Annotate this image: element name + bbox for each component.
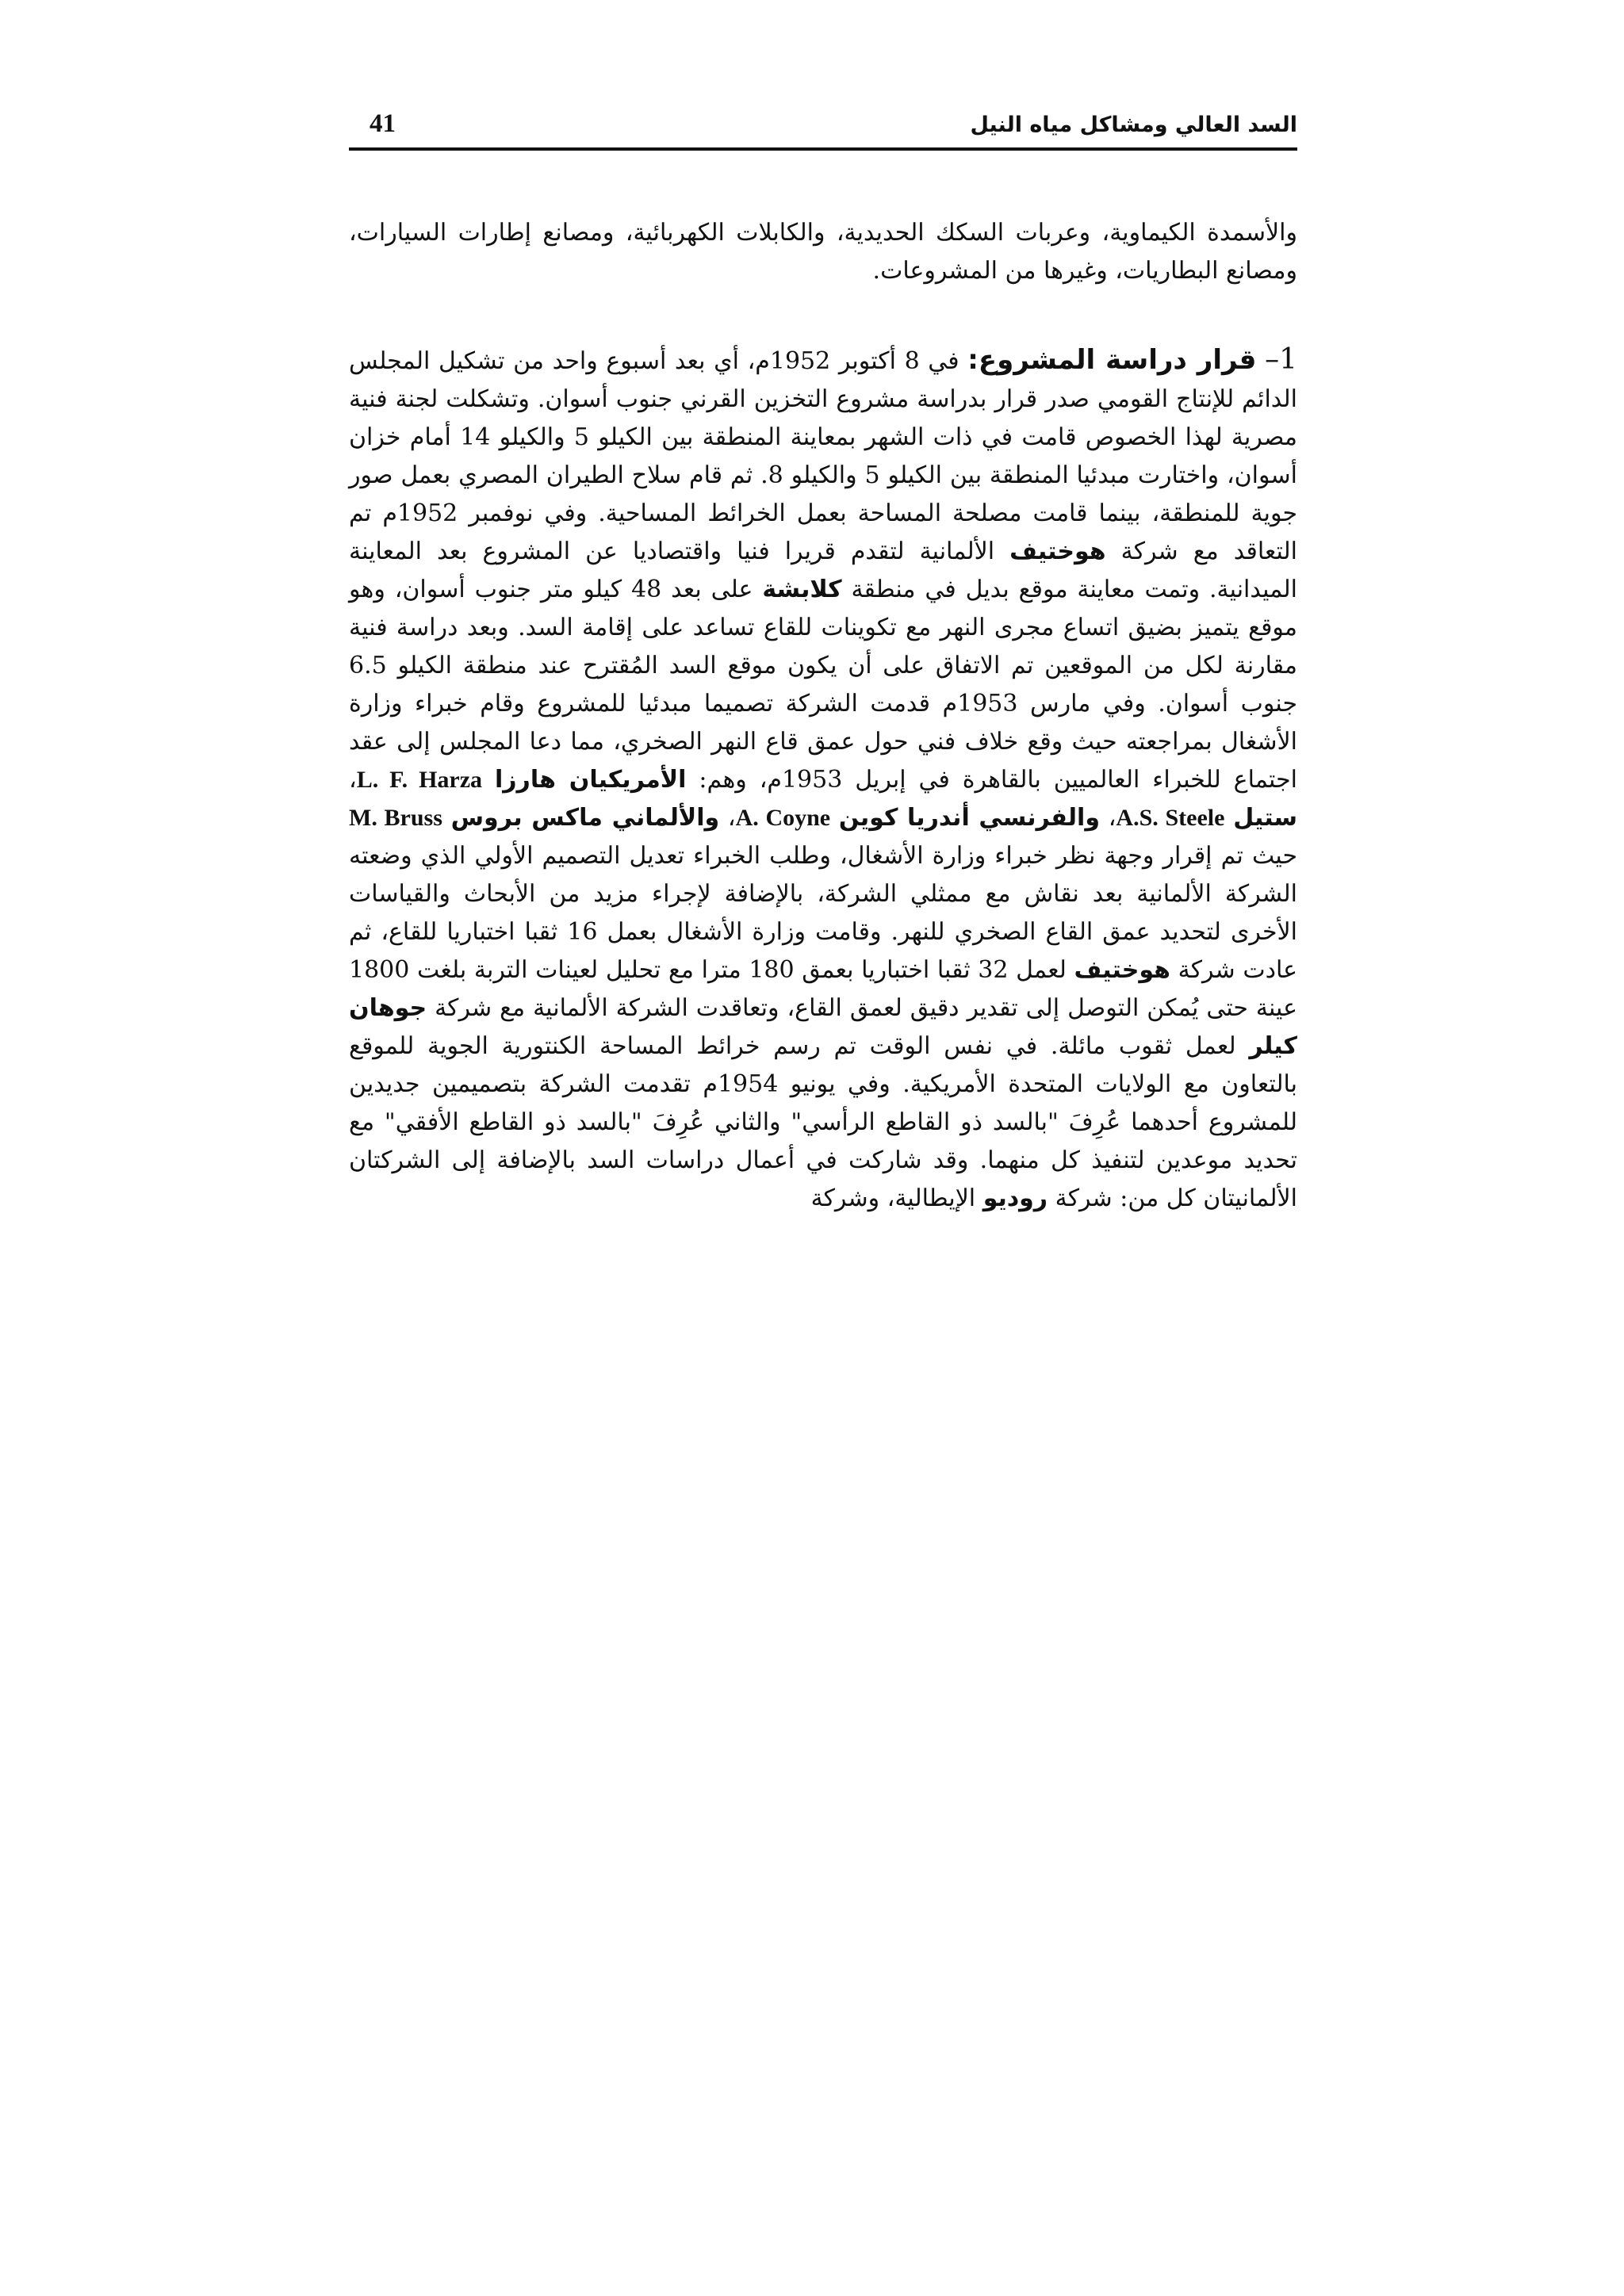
section-heading: قرار دراسة المشروع: <box>967 344 1257 376</box>
paragraph-text: الألمانية لتقدم قريرا فنيا واقتصاديا عن المشروع بعد المعاينة الميدانية. وتمت معاينة موقع بديل في منطقة <box>349 538 1297 603</box>
expert-latin-name: L. F. Harza <box>356 767 483 793</box>
place-name: كلابشة <box>762 576 842 603</box>
paragraph-text: ، <box>349 766 357 794</box>
company-name: جوهان كيلر <box>349 994 1297 1060</box>
company-name: هوختيف <box>1074 956 1170 984</box>
expert-latin-name: A.S. Steele <box>1116 805 1225 831</box>
paragraph-text: ، <box>1099 804 1116 832</box>
section-paragraph <box>349 341 1297 1218</box>
company-name: روديو <box>982 1184 1048 1212</box>
expert-latin-name: A. Coyne <box>735 805 831 831</box>
company-name: هوختيف <box>1009 538 1106 565</box>
continuation-paragraph: والأسمدة الكيماوية، وعربات السكك الحديدية، والكابلات الكهربائية، ومصانع إطارات السيارات، ومصانع البطاريات، وغيرها من المشروعات. <box>349 219 1297 285</box>
expert-name: الأمريكيان هارزا <box>495 766 687 794</box>
paragraph-text: لعمل 32 ثقبا اختباريا بعمق 180 مترا مع تحليل لعينات التربة بلغت 1800 عينة حتى يُمكن التوصل إلى تقدير دقيق لعمق القاع، وتعاقدت الشركة الألمانية مع شركة <box>349 956 1297 1022</box>
paragraph-text: الإيطالية، وشركة <box>810 1184 983 1212</box>
paragraph-text: ، <box>719 804 736 832</box>
expert-name: والفرنسي أندريا كوين <box>838 804 1100 832</box>
paragraph-text: حيث تم إقرار وجهة نظر خبراء وزارة الأشغال، وطلب الخبراء تعديل التصميم الأولي الذي وضعته الشركة الألمانية بعد نقاش مع ممثلي الشركة، بالإضافة لإجراء مزيد من الأبحاث والقياسات الأخرى لتحديد عمق القاع الصخري للنهر. وقامت وزارة الأشغال بعمل 16 ثقبا اختباريا للقاع، ثم عادت شركة <box>349 842 1298 984</box>
expert-name: ستيل <box>1233 804 1297 832</box>
running-header <box>349 103 1297 147</box>
expert-latin-name: M. Bruss <box>349 805 442 831</box>
header-rule <box>349 147 1297 151</box>
page-number: 41 <box>370 109 396 138</box>
expert-name: والألماني ماكس بروس <box>450 804 720 832</box>
paragraph-text: لعمل ثقوب مائلة. في نفس الوقت تم رسم خرائط المساحة الكنتورية الجوية للموقع بالتعاون مع الولايات المتحدة الأمريكية. وفي يونيو 1954م تقدمت الشركة بتصميمين جديدين للمشروع أحدهما عُرِفَ "بالسد ذو القاطع الرأسي" والثاني عُرِفَ "بالسد ذو القاطع الأفقي" مع تحديد موعدين لتنفيذ كل منهما. وقد شاركت في أعمال دراسات السد بالإضافة إلى الشركتان الألمانيتان كل من: شركة <box>349 1032 1297 1212</box>
running-title: السد العالي ومشاكل مياه النيل <box>970 113 1297 137</box>
paragraph-text: في 8 أكتوبر 1952م، أي بعد أسبوع واحد من تشكيل المجلس الدائم للإنتاج القومي صدر قرار بدراسة مشروع التخزين القرني جنوب أسوان. وتشكلت لجنة فنية مصرية لهذا الخصوص قامت في ذات الشهر بمعاينة المنطقة بين الكيلو 5 والكيلو 14 أمام خزان أسوان، واختارت مبدئيا المنطقة بين الكيلو 5 والكيلو 8. ثم قام سلاح الطيران المصري بعمل صور جوية للمنطقة، بينما قامت مصلحة المساحة بعمل الخرائط المساحية. وفي نوفمبر 1952م تم التعاقد مع شركة <box>349 347 1297 565</box>
section-number: 1– <box>1265 343 1297 376</box>
paragraph-text: على بعد 48 كيلو متر جنوب أسوان، وهو موقع يتميز بضيق اتساع مجرى النهر مع تكوينات للقاع تساعد على إقامة السد. وبعد دراسة فنية مقارنة لكل من الموقعين تم الاتفاق على أن يكون موقع السد المُقترح عند منطقة الكيلو 6.5 جنوب أسوان. وفي مارس 1953م قدمت الشركة تصميما مبدئيا للمشروع وقام خبراء وزارة الأشغال بمراجعته حيث وقع خلاف فني حول عمق قاع النهر الصخري، مما دعا المجلس إلى عقد اجتماع للخبراء العالميين بالقاهرة في إبريل 1953م، وهم: <box>349 576 1297 794</box>
